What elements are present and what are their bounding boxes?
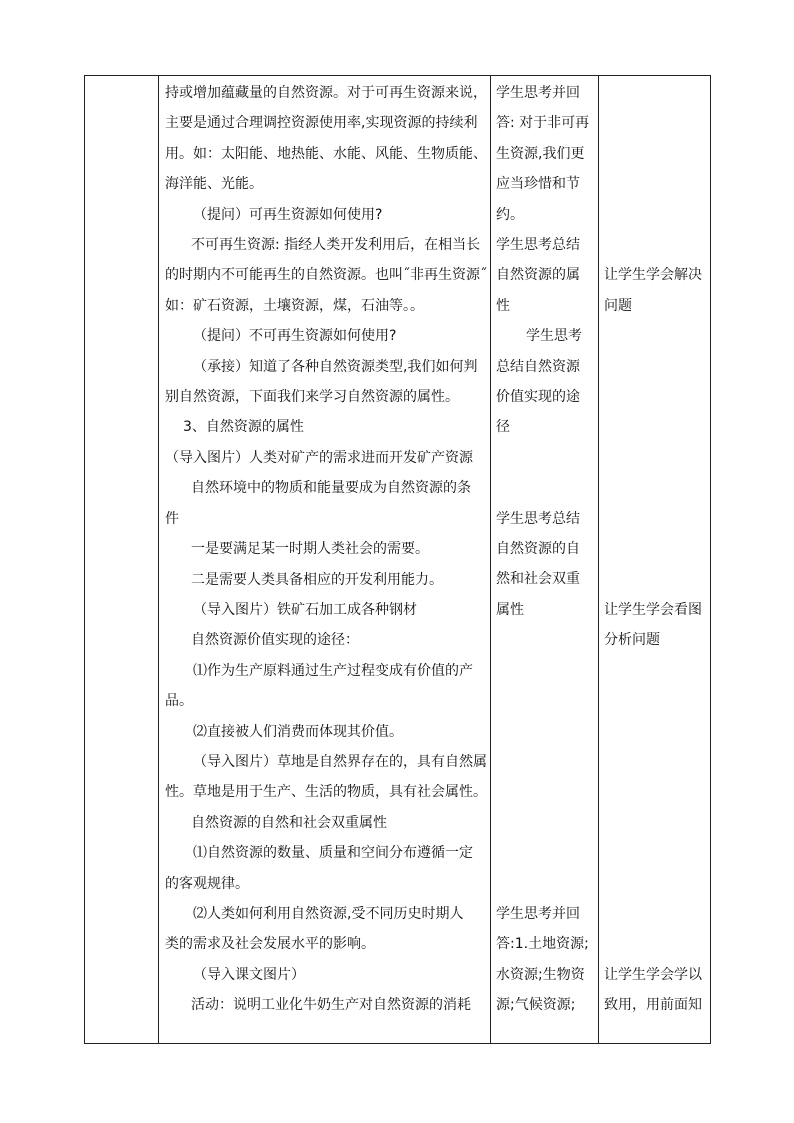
design-purpose-line: 让学生学会学以 [604,966,702,983]
content-line: ⑴自然资源的数量、质量和空间分布遵循一定 [193,845,473,862]
content-line: 3、自然资源的属性 [183,419,304,436]
content-line: ⑴作为生产原料通过生产过程变成有价值的产 [193,662,473,679]
content-line: （导入图片）铁矿石加工成各种钢材 [193,601,417,618]
content-line: （导入课文图片） [193,966,305,983]
content-line: （提问）不可再生资源如何使用? [193,328,397,345]
content-line: 类的需求及社会发展水平的影响。 [165,936,375,953]
student-activity-line: 学生思考 [526,328,582,345]
student-activity-line: 答:1.土地资源; [496,936,589,953]
student-activity-line: 然和社会双重 [496,571,580,588]
student-activity-line: 价值实现的途 [496,389,580,405]
student-activity-line: 答: 对于非可再 [496,115,590,132]
student-activity-line: 约。 [496,206,524,223]
content-line: ⑵人类如何利用自然资源,受不同历史时期人 [193,905,464,922]
column-divider-2 [490,75,491,1044]
student-activity-line: 径 [496,419,510,436]
content-line: （导入图片）草地是自然界存在的，具有自然属 [193,753,487,770]
content-line: 用。如：太阳能、地热能、水能、风能、生物质能、 [165,145,487,162]
content-line: 不可再生资源: 指经人类开发利用后，在相当长 [191,237,481,254]
table-top-border [84,75,711,76]
table-bottom-border [84,1043,711,1044]
content-line: ⑵直接被人们消费而体现其价值。 [193,723,403,740]
content-line: 如：矿石资源，土壤资源，煤，石油等。。 [165,297,424,314]
content-line: 的客观规律。 [165,875,249,892]
design-purpose-line: 致用，用前面知 [604,997,702,1013]
design-purpose-line: 分析问题 [604,632,660,649]
student-activity-line: 学生思考总结 [496,510,580,527]
student-activity-line: 应当珍惜和节 [496,176,580,193]
column-divider-3 [598,75,599,1044]
table-left-border [84,75,85,1044]
student-activity-line: 生资源,我们更 [496,145,585,162]
student-activity-line: 总结自然资源 [496,358,580,375]
content-line: 海洋能、光能。 [165,176,263,193]
table-right-border [710,75,711,1044]
content-line: 自然资源价值实现的途径： [191,632,359,649]
student-activity-line: 性 [496,297,510,314]
content-line: 件 [165,510,179,527]
teaching-content-column [165,78,487,1021]
content-line: 主要是通过合理调控资源使用率,实现资源的持续利 [165,115,478,132]
content-line: （导入图片）人类对矿产的需求进而开发矿产资源 [165,449,473,466]
column-divider-1 [158,75,159,1044]
design-purpose-line: 问题 [604,297,632,314]
student-activity-line: 源;气候资源; [496,997,576,1013]
content-line: 一是要满足某一时期人类社会的需要。 [191,541,429,558]
content-line: 自然环境中的物质和能量要成为自然资源的条 [191,480,471,497]
design-purpose-line: 让学生学会看图 [604,601,702,618]
student-activity-line: 自然资源的自 [496,541,580,557]
content-line: 自然资源的自然和社会双重属性 [191,814,387,831]
content-line: 活动：说明工业化牛奶生产对自然资源的消耗 [191,997,471,1014]
content-line: （提问）可再生资源如何使用? [193,206,383,223]
content-line: 性。草地是用于生产、生活的物质，具有社会属性。 [165,784,487,801]
student-activity-line: 学生思考总结 [496,237,580,253]
student-activity-line: 水资源;生物资 [496,966,585,983]
content-line: 持或增加蕴藏量的自然资源。对于可再生资源来说， [165,85,487,101]
student-activity-line: 自然资源的属 [496,267,580,284]
student-activity-line: 属性 [496,601,524,618]
student-activity-line: 学生思考并回 [496,905,580,922]
content-line: 品。 [165,693,193,710]
content-line: （承接）知道了各种自然资源类型,我们如何判 [193,358,478,375]
content-line: 别自然资源，下面我们来学习自然资源的属性。 [165,389,459,406]
content-line: 的时期内不可能再生的自然资源。也叫˝非再生资源˝ [165,267,487,284]
design-purpose-line: 让学生学会解决 [604,267,702,284]
student-activity-line: 学生思考并回 [496,85,580,101]
content-line: 二是需要人类具备相应的开发利用能力。 [191,571,443,588]
